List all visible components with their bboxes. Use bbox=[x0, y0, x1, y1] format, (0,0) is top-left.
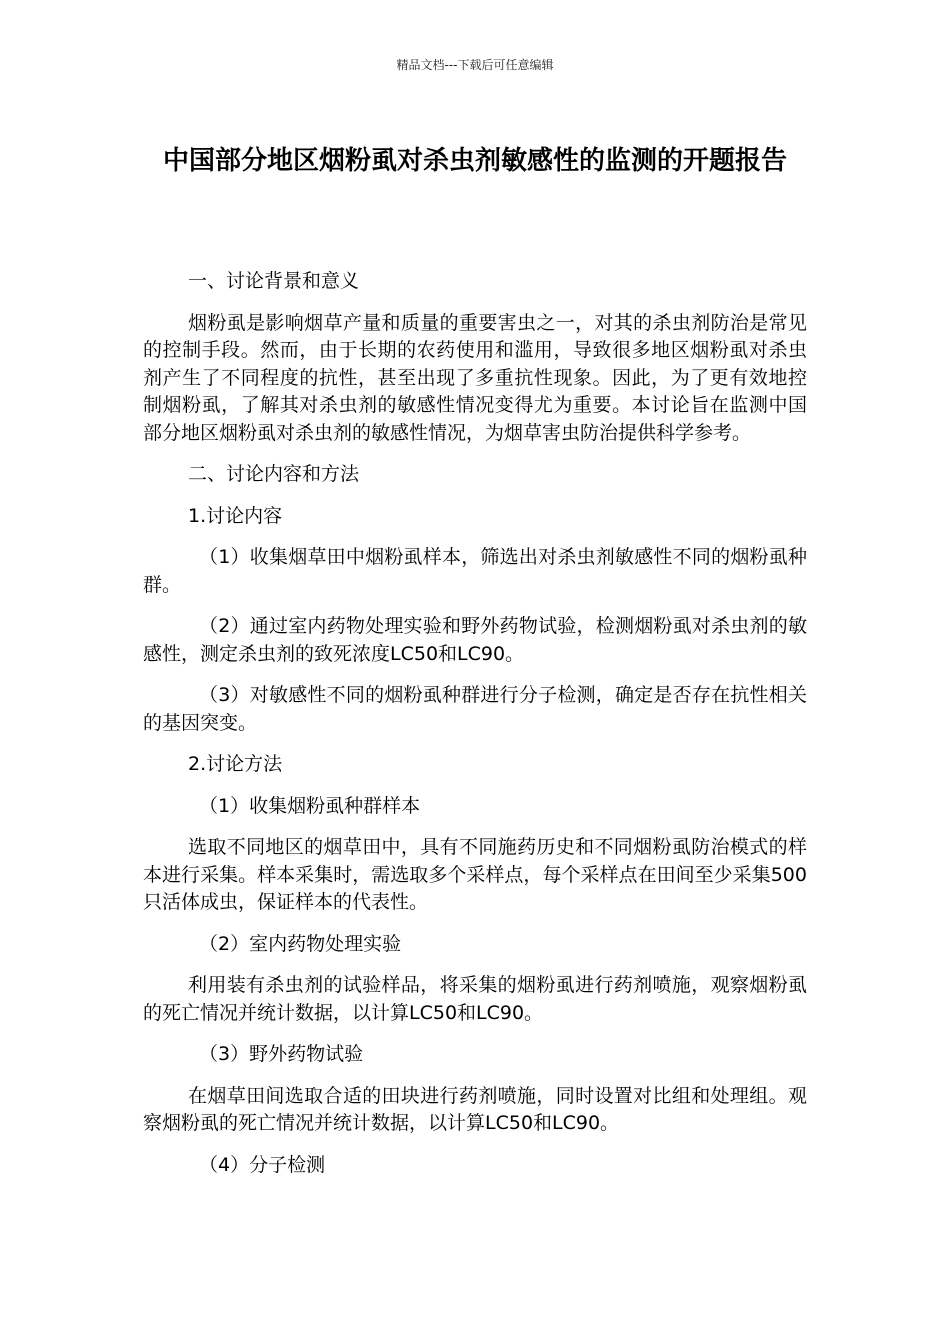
method-heading-4: （4）分子检测 bbox=[199, 1153, 326, 1176]
method-paragraph-1: 选取不同地区的烟草田中，具有不同施药历史和不同烟粉虱防治模式的样本进行采集。样本采集时，需选取多个采样点，每个采样点在田间至少采集500只活体成虫，保证样本的代表性。 bbox=[143, 836, 807, 913]
method-heading-1: （1）收集烟粉虱种群样本 bbox=[199, 794, 421, 817]
content-item-3: （3）对敏感性不同的烟粉虱种群进行分子检测，确定是否存在抗性相关的基因突变。 bbox=[143, 684, 807, 734]
header-note: 精品文档---下载后可任意编辑 bbox=[396, 58, 554, 72]
paragraph-background: 烟粉虱是影响烟草产量和质量的重要害虫之一，对其的杀虫剂防治是常见的控制手段。然而，由于长期的农药使用和滥用，导致很多地区烟粉虱对杀虫剂产生了不同程度的抗性，甚至出现了多重抗性现象。因此，为了更有效地控制烟粉虱，了解其对杀虫剂的敏感性情况变得尤为重要。本讨论旨在监测中国部分地区烟粉虱对杀虫剂的敏感性情况，为烟草害虫防治提供科学参考。 bbox=[143, 311, 807, 444]
section-heading-content-methods: 二、讨论内容和方法 bbox=[188, 463, 360, 485]
subheading-content: 1.讨论内容 bbox=[188, 504, 283, 527]
method-paragraph-2: 利用装有杀虫剂的试验样品，将采集的烟粉虱进行药剂喷施，观察烟粉虱的死亡情况并统计数据，以计算LC50和LC90。 bbox=[143, 974, 807, 1024]
content-item-2: （2）通过室内药物处理实验和野外药物试验，检测烟粉虱对杀虫剂的敏感性，测定杀虫剂的致死浓度LC50和LC90。 bbox=[143, 615, 807, 665]
method-heading-2: （2）室内药物处理实验 bbox=[199, 932, 402, 955]
subheading-methods: 2.讨论方法 bbox=[188, 753, 283, 775]
section-heading-background: 一、讨论背景和意义 bbox=[188, 270, 360, 292]
document-body bbox=[143, 268, 807, 1193]
method-heading-3: （3）野外药物试验 bbox=[199, 1043, 364, 1065]
document-title: 中国部分地区烟粉虱对杀虫剂敏感性的监测的开题报告 bbox=[162, 146, 787, 176]
content-item-1: （1）收集烟草田中烟粉虱样本，筛选出对杀虫剂敏感性不同的烟粉虱种群。 bbox=[143, 546, 807, 596]
method-paragraph-3: 在烟草田间选取合适的田块进行药剂喷施，同时设置对比组和处理组。观察烟粉虱的死亡情况并统计数据，以计算LC50和LC90。 bbox=[143, 1084, 807, 1134]
